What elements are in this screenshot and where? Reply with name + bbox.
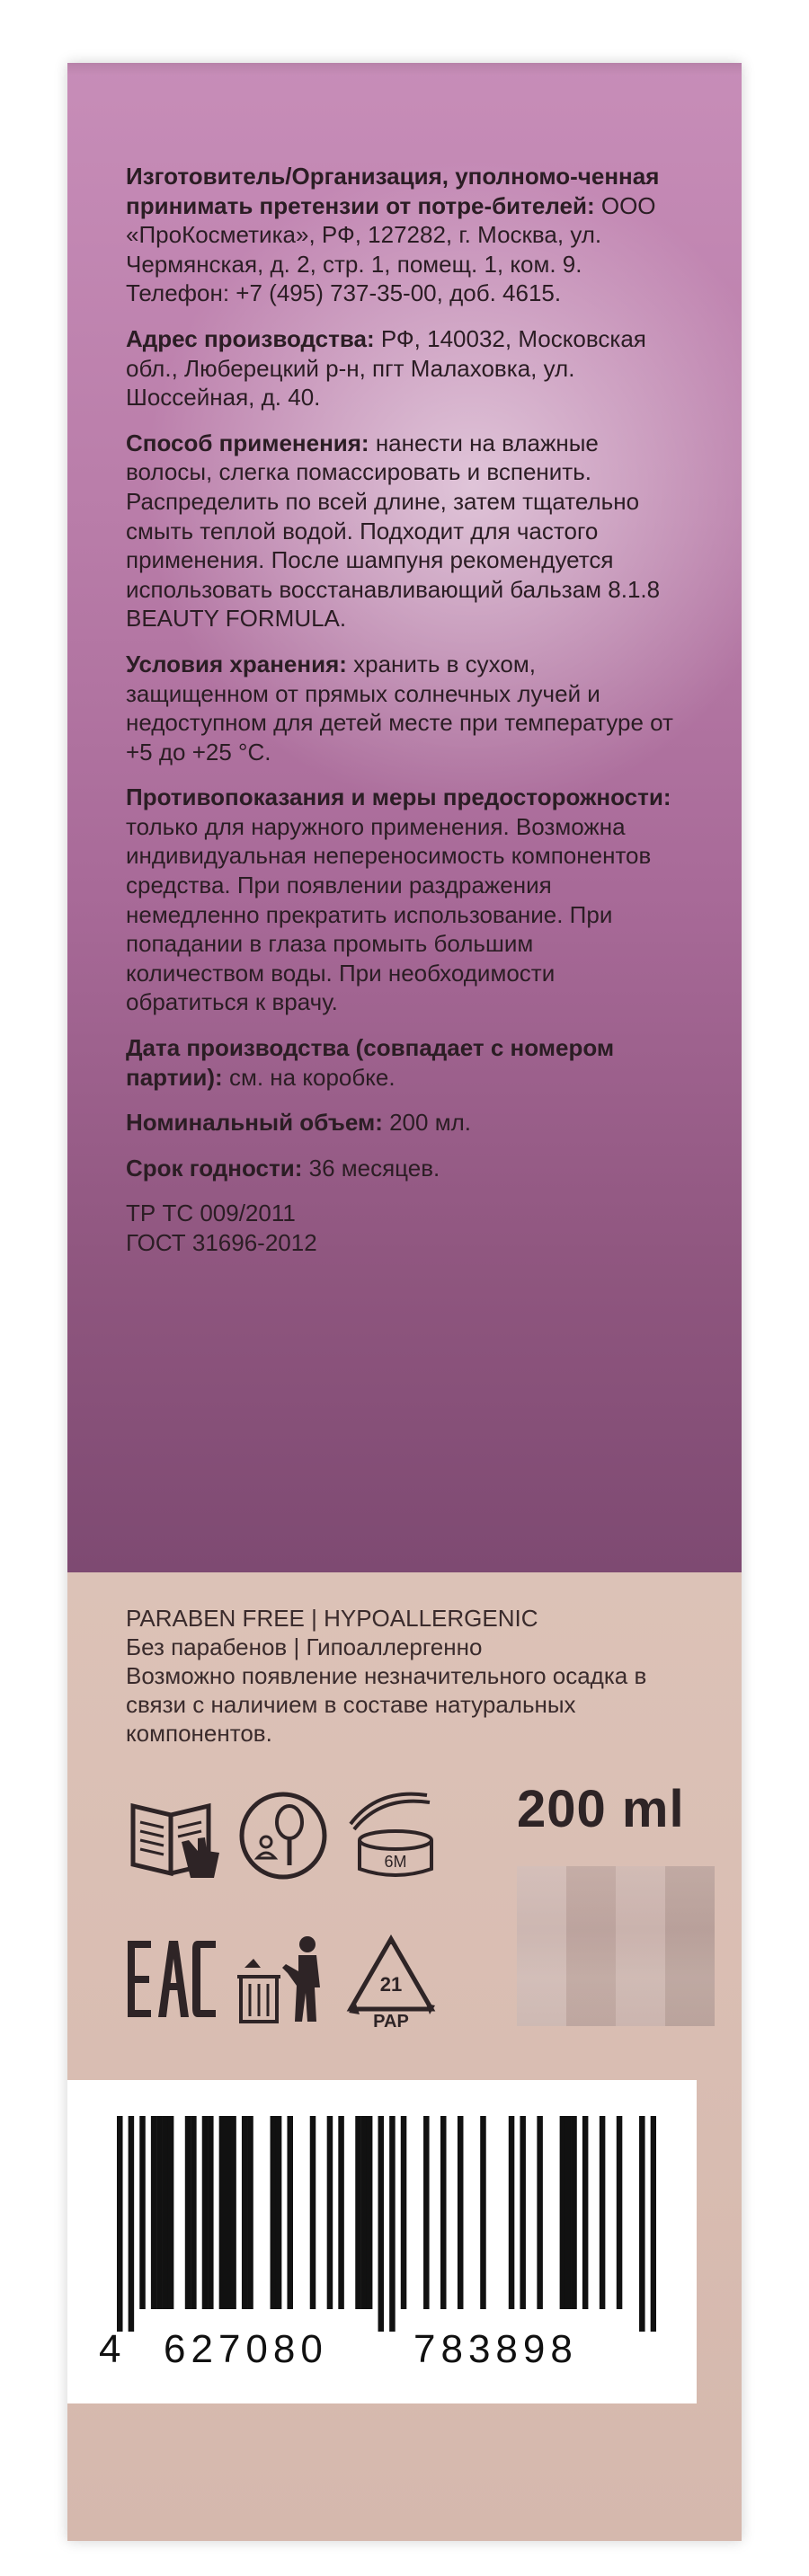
trash-disposal-icon <box>234 1932 333 2026</box>
volume-info-paragraph <box>126 1108 674 1138</box>
barcode-bar <box>520 2116 526 2309</box>
paraben-free-line: PARABEN FREE | HYPOALLERGENIC <box>126 1605 538 1632</box>
manufacturer-value: ООО «ПроКосметика», РФ, 127282, г. Москва, ул. Чермянская, д. 2, стр. 1, помещ. 1, ком. 9. Телефон: +7 (495) 737-35-00, доб. 4615. <box>126 191 656 307</box>
contraindications-value: только для наружного применения. Возможна индивидуальная непереносимость компонентов средства. При появлении раздражения немедленно прекратить использование. При попадании в глаза промыть большим количеством воды. При необходимости обратиться к врачу. <box>126 812 652 1016</box>
barcode-bar <box>355 2116 361 2309</box>
barcode-first-digit: 4 <box>99 2327 121 2371</box>
barcode-bar <box>423 2116 430 2309</box>
storage-value: хранить в сухом, защищенном от прямых солнечных лучей и недоступном для детей месте при температуре от +5 до +25 °C. <box>126 650 673 766</box>
barcode-bar <box>163 2116 169 2309</box>
volume-info-value: 200 мл. <box>382 1109 471 1137</box>
barcode-bars <box>117 2116 656 2332</box>
barcode-area <box>67 2080 697 2403</box>
barcode-bar <box>327 2116 333 2309</box>
barcode-bar <box>367 2116 373 2309</box>
barcode-bar <box>219 2116 226 2309</box>
barcode-bar <box>560 2116 566 2309</box>
barcode-bar <box>225 2116 231 2309</box>
barcode-bar <box>509 2116 515 2309</box>
eac-icon <box>126 1936 220 2022</box>
production-address-value: РФ, 140032, Московская обл., Люберецкий р-н, пгт Малаховка, ул. Шоссейная, д. 40. <box>126 324 646 412</box>
barcode-bar <box>156 2116 163 2309</box>
barcode-bar <box>117 2116 123 2332</box>
barcode-bar <box>310 2116 316 2309</box>
volume-badge: 200 ml <box>517 1780 685 1838</box>
barcode-bar <box>639 2116 645 2332</box>
production-date-paragraph <box>126 1033 674 1092</box>
barcode-bar <box>271 2116 277 2309</box>
volume-info-label: Номинальный объем: <box>126 1109 383 1137</box>
barcode-group-left: 627080 <box>164 2327 328 2371</box>
barcode-bar <box>651 2116 656 2332</box>
barcode-bar <box>389 2116 396 2332</box>
barcode-bar <box>208 2116 214 2309</box>
standard-tr: ТР ТС 009/2011 <box>126 1199 296 1227</box>
production-date-label: Дата производства (совпадает с номером партии): <box>126 1034 615 1091</box>
blurred-datamatrix <box>517 1866 715 2026</box>
manufacturer-paragraph <box>126 162 674 308</box>
production-date-value: см. на коробке. <box>222 1063 396 1091</box>
paraben-free-ru-line: Без парабенов | Гипоаллергенно <box>126 1633 483 1660</box>
pao-label: 6M <box>384 1853 407 1871</box>
info-text-block <box>126 162 674 1274</box>
barcode-bar <box>378 2116 385 2332</box>
read-instructions-icon <box>126 1788 225 1887</box>
barcode-bar <box>571 2116 577 2309</box>
barcode-bar <box>600 2116 606 2309</box>
barcode-bar <box>361 2116 368 2309</box>
barcode-bar <box>537 2116 543 2309</box>
barcode-bar <box>582 2116 589 2309</box>
pao-jar-icon <box>342 1779 440 1887</box>
manufacturer-label: Изготовитель/Организация, уполномо-ченная принимать претензии от потре-бителей: <box>126 163 660 219</box>
storage-label: Условия хранения: <box>126 650 347 677</box>
usage-label: Способ применения: <box>126 429 369 456</box>
barcode-bar <box>129 2116 135 2332</box>
barcode-bar <box>440 2116 447 2309</box>
barcode-bar <box>168 2116 174 2309</box>
barcode-bar <box>202 2116 209 2309</box>
barcode-group-right: 783898 <box>413 2327 578 2371</box>
contraindications-label: Противопоказания и меры предосторожности: <box>126 783 671 811</box>
shelf-life-label: Срок годности: <box>126 1154 303 1182</box>
recycle-icon <box>342 1932 440 2031</box>
barcode-bar <box>617 2116 623 2309</box>
shelf-life-paragraph <box>126 1154 674 1183</box>
usage-paragraph <box>126 429 674 633</box>
barcode-bar <box>151 2116 157 2309</box>
contraindications-paragraph <box>126 783 674 1017</box>
standards-paragraph <box>126 1199 674 1257</box>
sediment-note: Возможно появление незначительного осадка в связи с наличием в составе натуральных компонентов. <box>126 1662 647 1747</box>
recycle-number: 21 <box>379 1973 403 1996</box>
product-box-side <box>67 63 742 2541</box>
barcode-bar <box>276 2116 282 2309</box>
barcode-bar <box>458 2116 464 2309</box>
barcode-bar <box>230 2116 236 2309</box>
barcode-bar <box>191 2116 197 2309</box>
production-address-paragraph <box>126 324 674 412</box>
usage-value: нанести на влажные волосы, слегка помассировать и вспенить. Распределить по всей длине, затем тщательно смыть теплой водой. Подходит для частого применения. После шампуня рекомендуется использовать восстанавливающий бальзам 8.1.8 BEAUTY FORMULA. <box>126 429 661 633</box>
icons-row <box>126 1779 737 2049</box>
recycle-code: PAP <box>373 2012 409 2031</box>
production-address-label: Адрес производства: <box>126 324 375 352</box>
barcode-bar <box>565 2116 572 2309</box>
barcode-bar <box>247 2116 253 2309</box>
barcode-bar <box>401 2116 407 2309</box>
free-from-block <box>126 1604 683 1748</box>
barcode-bar <box>139 2116 146 2309</box>
top-panel <box>67 63 742 1572</box>
shelf-life-value: 36 месяцев. <box>302 1154 440 1182</box>
barcode-bar <box>242 2116 248 2309</box>
barcode-bar <box>480 2116 486 2309</box>
barcode-bar <box>185 2116 191 2309</box>
barcode-bar <box>338 2116 344 2309</box>
barcode-bar <box>287 2116 293 2309</box>
storage-paragraph <box>126 650 674 766</box>
standard-gost: ГОСТ 31696-2012 <box>126 1229 317 1256</box>
cosmetics-icon <box>234 1786 333 1885</box>
